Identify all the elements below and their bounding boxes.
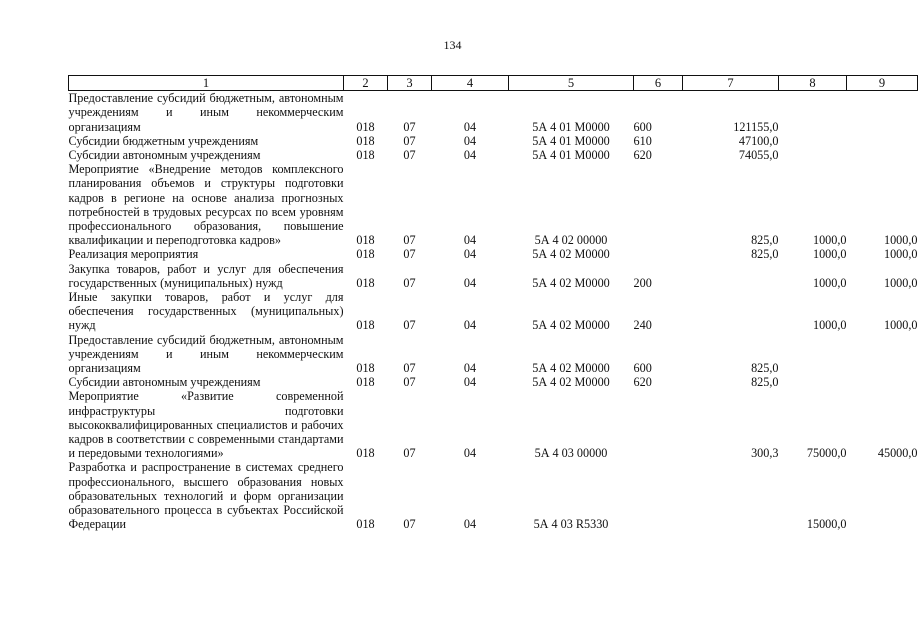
cell-expense-type: 600: [633, 361, 652, 376]
cell-amount-3: [847, 375, 918, 389]
cell-section: 07: [403, 133, 416, 148]
cell-amount-3: 1000,0: [883, 318, 918, 333]
cell-expense-type: [634, 247, 683, 261]
table-row: [69, 333, 918, 376]
cell-expense-type: 600: [633, 119, 652, 134]
column-header-9: 9: [847, 76, 918, 91]
cell-amount-3: [847, 148, 918, 162]
budget-document: [68, 75, 918, 532]
cell-amount-3: 1000,0: [883, 275, 918, 290]
cell-amount-3: 1000,0: [883, 233, 918, 248]
cell-expense-type: [634, 460, 683, 531]
table-row: [69, 134, 918, 148]
cell-amount-1: [683, 460, 779, 531]
table-row: [69, 290, 918, 333]
row-name: Субсидии автономным учреждениям: [68, 148, 261, 163]
row-name: Иные закупки товаров, работ и услуг для обеспечения государственных (муниципальных) нужд: [68, 290, 344, 333]
cell-amount-2: [779, 91, 847, 134]
column-header-7: 7: [683, 76, 779, 91]
page-number: 134: [443, 38, 462, 52]
cell-grbs: 018: [356, 446, 375, 461]
table-row: [69, 389, 918, 460]
cell-amount-3: [847, 333, 918, 376]
cell-target-article: 5А 4 01 М0000: [532, 119, 610, 134]
cell-amount-3: [847, 91, 918, 134]
cell-amount-3: 1000,0: [883, 247, 918, 262]
table-body: [69, 91, 918, 532]
cell-target-article: 5А 4 02 М0000: [532, 375, 610, 390]
cell-target-article: 5А 4 02 М0000: [532, 361, 610, 376]
cell-grbs: 018: [356, 361, 375, 376]
cell-grbs: 018: [356, 148, 375, 163]
table-row: [69, 162, 918, 247]
row-name: Предоставление субсидий бюджетным, автономным учреждениям и иным некоммерческим организациям: [68, 91, 344, 134]
column-header-5: 5: [509, 76, 634, 91]
cell-target-article: 5А 4 01 М0000: [532, 148, 610, 163]
cell-grbs: 018: [356, 517, 375, 532]
table-row: [69, 460, 918, 531]
cell-target-article: 5А 4 02 М0000: [532, 275, 610, 290]
cell-amount-2: 1000,0: [812, 233, 847, 248]
cell-amount-2: [779, 375, 847, 389]
column-header-2: 2: [344, 76, 388, 91]
cell-expense-type: [634, 162, 683, 247]
table-row: [69, 262, 918, 290]
cell-expense-type: 610: [633, 133, 652, 148]
cell-target-article: 5А 4 02 М0000: [532, 318, 610, 333]
cell-grbs: 018: [356, 247, 375, 262]
cell-amount-1: [683, 262, 779, 290]
cell-grbs: 018: [356, 233, 375, 248]
row-name: Реализация мероприятия: [68, 247, 199, 262]
cell-amount-1: 825,0: [751, 247, 779, 262]
cell-subsection: 04: [463, 233, 477, 248]
row-name: Закупка товаров, работ и услуг для обеспечения государственных (муниципальных) нужд: [68, 261, 344, 290]
row-name: Субсидии бюджетным учреждениям: [68, 133, 259, 148]
cell-subsection: 04: [463, 375, 477, 390]
cell-subsection: 04: [463, 148, 477, 163]
cell-amount-1: 300,3: [751, 446, 779, 461]
cell-amount-1: 825,0: [751, 361, 779, 376]
cell-amount-1: 121155,0: [733, 119, 779, 134]
cell-grbs: 018: [356, 119, 375, 134]
cell-section: 07: [403, 233, 416, 248]
cell-section: 07: [403, 148, 416, 163]
cell-amount-3: [847, 134, 918, 148]
cell-subsection: 04: [463, 275, 477, 290]
cell-expense-type: 620: [633, 148, 652, 163]
cell-section: 07: [403, 361, 416, 376]
cell-grbs: 018: [356, 375, 375, 390]
row-name: Предоставление субсидий бюджетным, автономным учреждениям и иным некоммерческим организациям: [68, 332, 344, 376]
cell-amount-2: [779, 333, 847, 376]
cell-section: 07: [403, 446, 416, 461]
cell-amount-2: 15000,0: [806, 517, 847, 532]
cell-amount-1: 825,0: [751, 233, 779, 248]
cell-amount-2: 75000,0: [806, 446, 847, 461]
cell-amount-2: 1000,0: [812, 275, 847, 290]
column-header-6: 6: [634, 76, 683, 91]
cell-amount-2: 1000,0: [812, 247, 847, 262]
cell-target-article: 5А 4 02 00000: [534, 233, 608, 248]
column-header-8: 8: [779, 76, 847, 91]
column-header-3: 3: [388, 76, 432, 91]
cell-target-article: 5А 4 03 R5330: [533, 517, 609, 532]
cell-section: 07: [403, 275, 416, 290]
row-name: Мероприятие «Развитие современной инфраструктуры подготовки высококвалифицированных специалистов и рабочих кадров в соответствии с современными стандартами и передовыми технологиями»: [68, 389, 344, 461]
cell-subsection: 04: [463, 318, 477, 333]
table-row: [69, 247, 918, 261]
cell-target-article: 5А 4 01 М0000: [532, 133, 610, 148]
table-row: [69, 375, 918, 389]
cell-subsection: 04: [463, 119, 477, 134]
cell-section: 07: [403, 247, 416, 262]
cell-amount-1: [683, 290, 779, 333]
cell-grbs: 018: [356, 318, 375, 333]
cell-amount-1: 74055,0: [738, 148, 779, 163]
cell-subsection: 04: [463, 517, 477, 532]
table-header-row: [69, 76, 918, 91]
cell-expense-type: 240: [633, 318, 652, 333]
cell-amount-3: 45000,0: [877, 446, 918, 461]
cell-expense-type: 200: [633, 275, 652, 290]
cell-expense-type: 620: [633, 375, 652, 390]
row-name: Мероприятие «Внедрение методов комплексного планирования объемов и структуры подготовки кадров в регионе на основе анализа прогнозных потребностей в трудовых ресурсах по всем уровням профессионального образования, повышение квалификации и переподготовка кадров»: [68, 162, 344, 248]
row-name: Разработка и распространение в системах среднего профессионального, высшего образования новых образовательных технологий и форм организации образовательного процесса в субъектах Российской Федерации: [68, 460, 344, 532]
table-row: [69, 91, 918, 134]
cell-grbs: 018: [356, 133, 375, 148]
cell-grbs: 018: [356, 275, 375, 290]
cell-section: 07: [403, 375, 416, 390]
cell-amount-2: [779, 134, 847, 148]
cell-subsection: 04: [463, 446, 477, 461]
row-name: Субсидии автономным учреждениям: [68, 375, 261, 390]
cell-target-article: 5А 4 02 М0000: [532, 247, 610, 262]
cell-subsection: 04: [463, 361, 477, 376]
cell-section: 07: [403, 517, 416, 532]
column-header-4: 4: [432, 76, 509, 91]
cell-section: 07: [403, 318, 416, 333]
cell-amount-1: 825,0: [751, 375, 779, 390]
cell-subsection: 04: [463, 133, 477, 148]
column-header-1: 1: [69, 76, 344, 91]
cell-section: 07: [403, 119, 416, 134]
cell-amount-2: 1000,0: [812, 318, 847, 333]
cell-amount-2: [779, 148, 847, 162]
table-row: [69, 148, 918, 162]
cell-expense-type: [634, 389, 683, 460]
cell-amount-1: 47100,0: [738, 133, 779, 148]
budget-table: [68, 75, 918, 532]
cell-subsection: 04: [463, 247, 477, 262]
cell-amount-3: [847, 460, 918, 531]
cell-target-article: 5А 4 03 00000: [534, 446, 608, 461]
